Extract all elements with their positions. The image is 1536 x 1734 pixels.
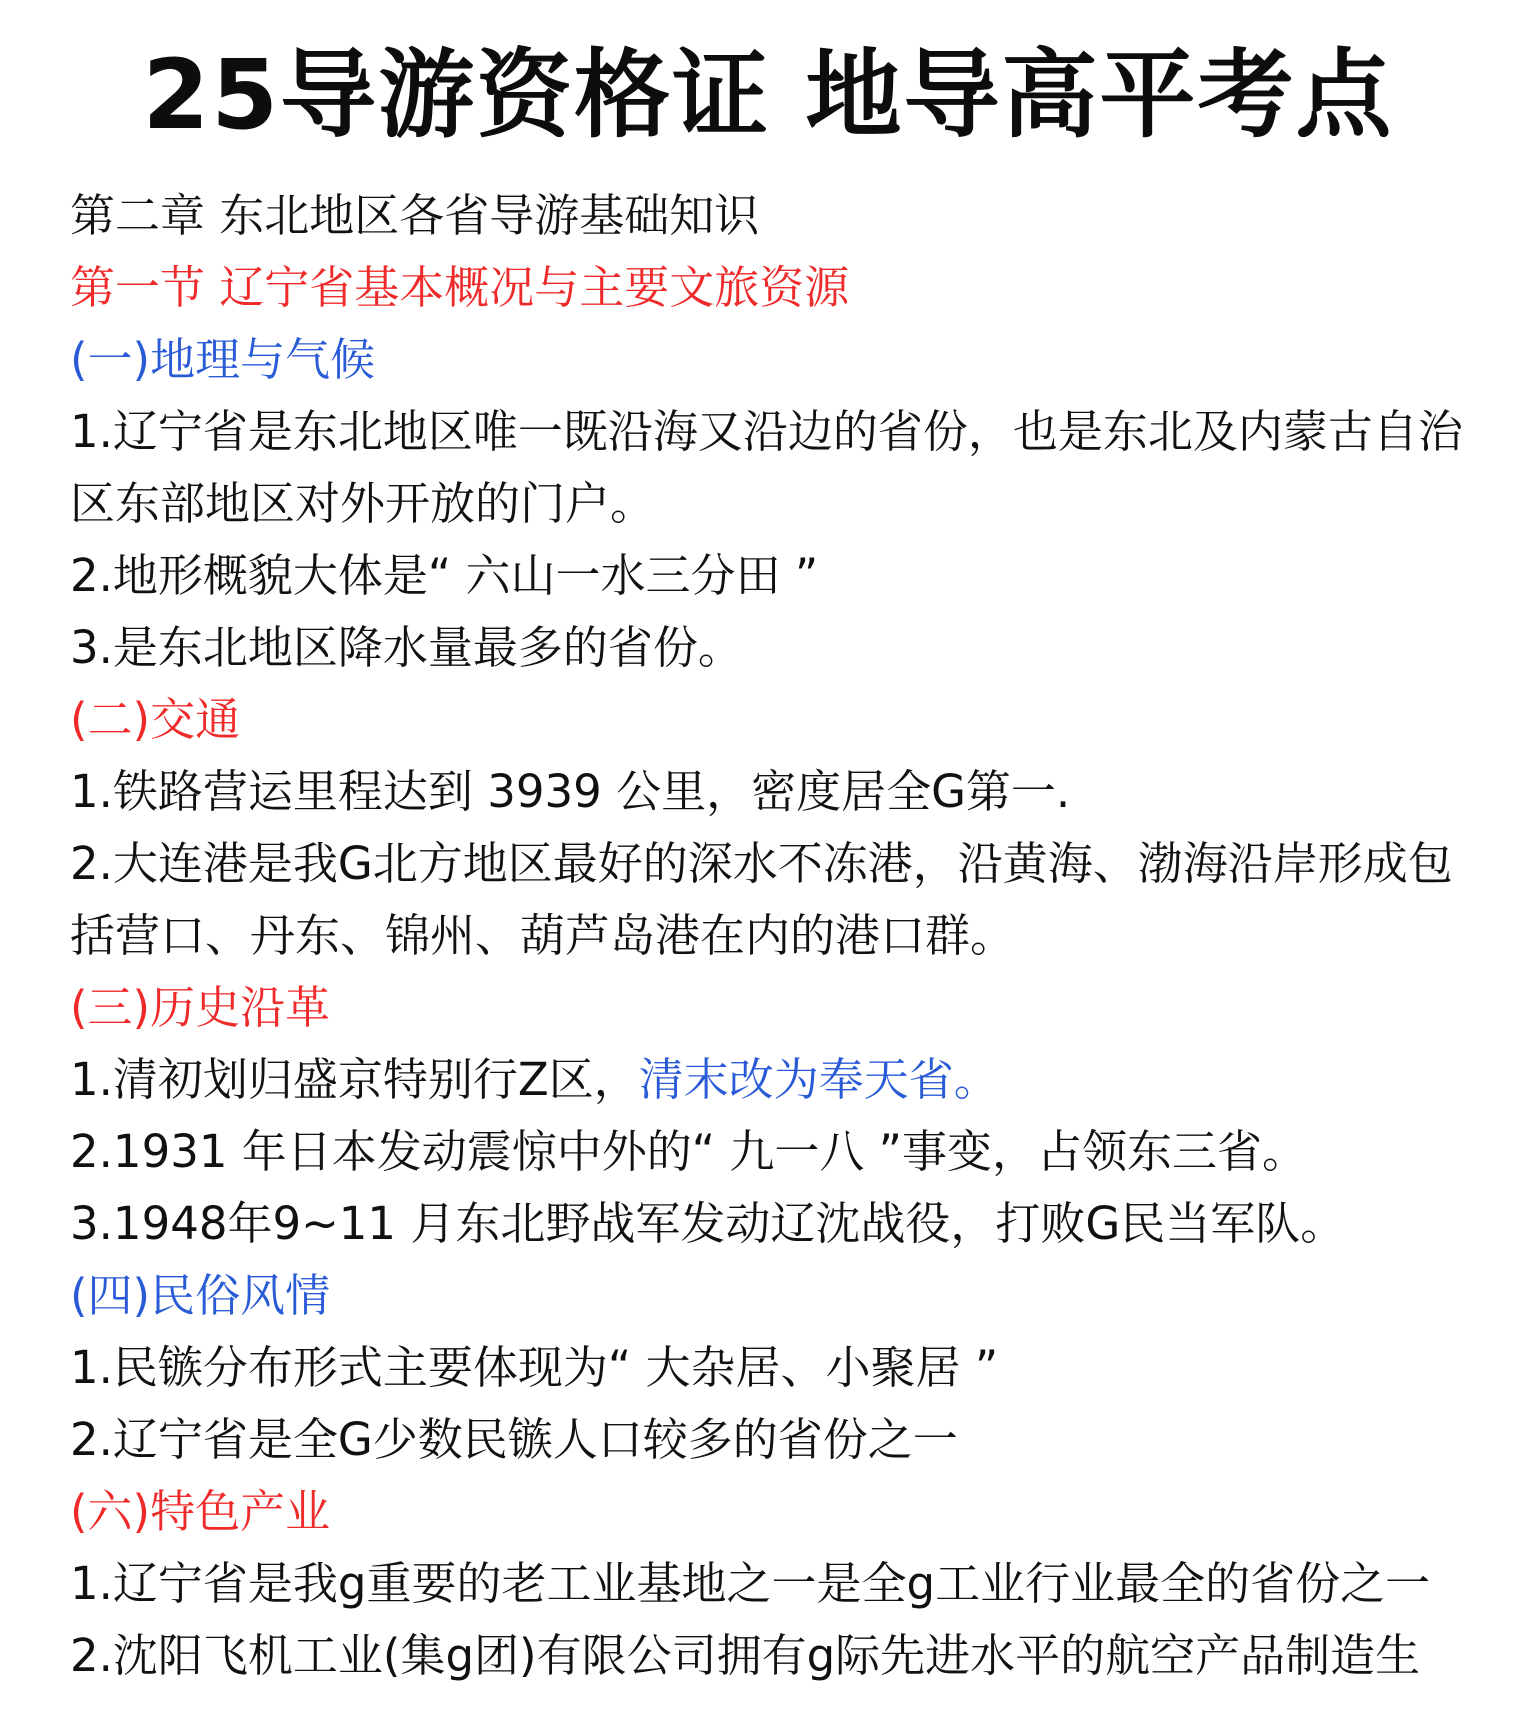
list-item-text: 1.清初划归盛京特别行Z区， <box>70 1053 639 1106</box>
list-item: 1.铁路营运里程达到 3939 公里，密度居全G第一. <box>70 765 1071 818</box>
part-heading-history: (三)历史沿革 <box>70 981 331 1034</box>
page-title: 25导游资格证 地导高平考点 <box>142 39 1394 151</box>
part-heading-geography: (一)地理与气候 <box>70 333 376 386</box>
list-item: 1.辽宁省是我g重要的老工业基地之一是全g工业行业最全的省份之一 <box>70 1557 1431 1610</box>
document-body <box>70 180 1490 1692</box>
list-item: 2.辽宁省是全G少数民镞人口较多的省份之一 <box>70 1413 958 1466</box>
list-item: 2.沈阳飞机工业(集g团)有限公司拥有g际先进水平的航空产品制造生 <box>70 1629 1421 1682</box>
list-item: 2.地形概貌大体是“ 六山一水三分田 ” <box>70 549 819 602</box>
highlight-text: 清末改为奉天省 <box>638 1053 954 1106</box>
part-heading-transport: (二)交通 <box>70 693 241 746</box>
list-item: 3.1948年9~11 月东北野战军发动辽沈战役，打败G民当军队。 <box>70 1197 1346 1250</box>
part-heading-industry: (六)特色产业 <box>70 1485 331 1538</box>
list-item: 1.民镞分布形式主要体现为“ 大杂居、小聚居 ” <box>70 1341 999 1394</box>
list-item <box>70 1044 1490 1116</box>
list-item: 1.辽宁省是东北地区唯一既沿海又沿边的省份，也是东北及内蒙古自治区东部地区对外开放的门户。 <box>70 405 1463 530</box>
section-heading: 第一节 辽宁省基本概况与主要文旅资源 <box>70 261 850 314</box>
part-heading-customs: (四)民俗风情 <box>70 1269 331 1322</box>
list-item: 3.是东北地区降水量最多的省份。 <box>70 621 743 674</box>
list-item: 2.大连港是我G北方地区最好的深水不冻港，沿黄海、渤海沿岸形成包括营口、丹东、锦州、葫芦岛港在内的港口群。 <box>70 837 1453 962</box>
chapter-heading: 第二章 东北地区各省导游基础知识 <box>70 189 760 242</box>
list-item-text: 。 <box>953 1053 999 1106</box>
list-item: 2.1931 年日本发动震惊中外的“ 九一八 ”事变，占领东三省。 <box>70 1125 1307 1178</box>
